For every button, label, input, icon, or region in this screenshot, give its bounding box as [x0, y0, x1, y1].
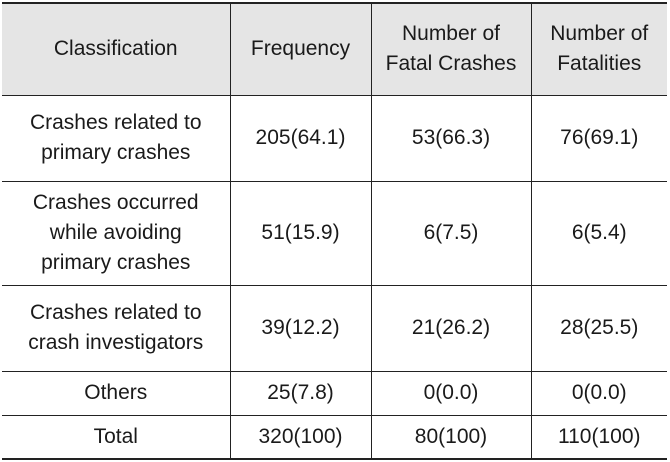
classification-line: crash investigators	[28, 331, 204, 354]
table-row	[2, 371, 667, 415]
fatal-crashes-cell: 0(0.0)	[371, 371, 531, 415]
table-row	[2, 285, 667, 371]
classification-line: Crashes related to	[29, 111, 202, 134]
header-fatalities	[531, 3, 667, 95]
header-fatalities-line: Fatalities	[557, 52, 642, 76]
frequency-cell: 51(15.9)	[230, 181, 371, 285]
frequency-cell: 205(64.1)	[230, 95, 371, 181]
classification-cell	[2, 181, 230, 285]
classification-line: Crashes related to	[29, 301, 202, 324]
total-frequency-cell: 320(100)	[230, 415, 371, 459]
classification-cell	[2, 371, 230, 415]
total-fatal-crashes-cell: 80(100)	[371, 415, 531, 459]
header-fatal-crashes-line: Number of	[401, 22, 501, 46]
table-row	[2, 181, 667, 285]
classification-cell	[2, 95, 230, 181]
classification-line: primary crashes	[41, 251, 191, 274]
classification-line: Crashes occurred	[32, 191, 199, 214]
header-fatalities-line: Number of	[550, 22, 649, 46]
header-classification: Classification	[2, 3, 230, 95]
total-row	[2, 415, 667, 459]
header-fatal-crashes	[371, 3, 531, 95]
fatalities-cell: 28(25.5)	[531, 285, 667, 371]
table-row	[2, 95, 667, 181]
fatal-crashes-cell: 6(7.5)	[371, 181, 531, 285]
frequency-cell: 25(7.8)	[230, 371, 371, 415]
fatal-crashes-cell: 21(26.2)	[371, 285, 531, 371]
crash-classification-table	[2, 2, 667, 460]
frequency-cell: 39(12.2)	[230, 285, 371, 371]
fatal-crashes-cell: 53(66.3)	[371, 95, 531, 181]
total-label-cell: Total	[2, 415, 230, 459]
classification-line: Others	[84, 381, 148, 404]
header-fatal-crashes-line: Fatal Crashes	[385, 52, 517, 76]
classification-cell	[2, 285, 230, 371]
header-frequency: Frequency	[230, 3, 371, 95]
header-row	[2, 3, 667, 95]
fatalities-cell: 0(0.0)	[531, 371, 667, 415]
fatalities-cell: 76(69.1)	[531, 95, 667, 181]
classification-line: while avoiding	[49, 221, 182, 244]
total-fatalities-cell: 110(100)	[531, 415, 667, 459]
fatalities-cell: 6(5.4)	[531, 181, 667, 285]
classification-line: primary crashes	[41, 141, 191, 164]
